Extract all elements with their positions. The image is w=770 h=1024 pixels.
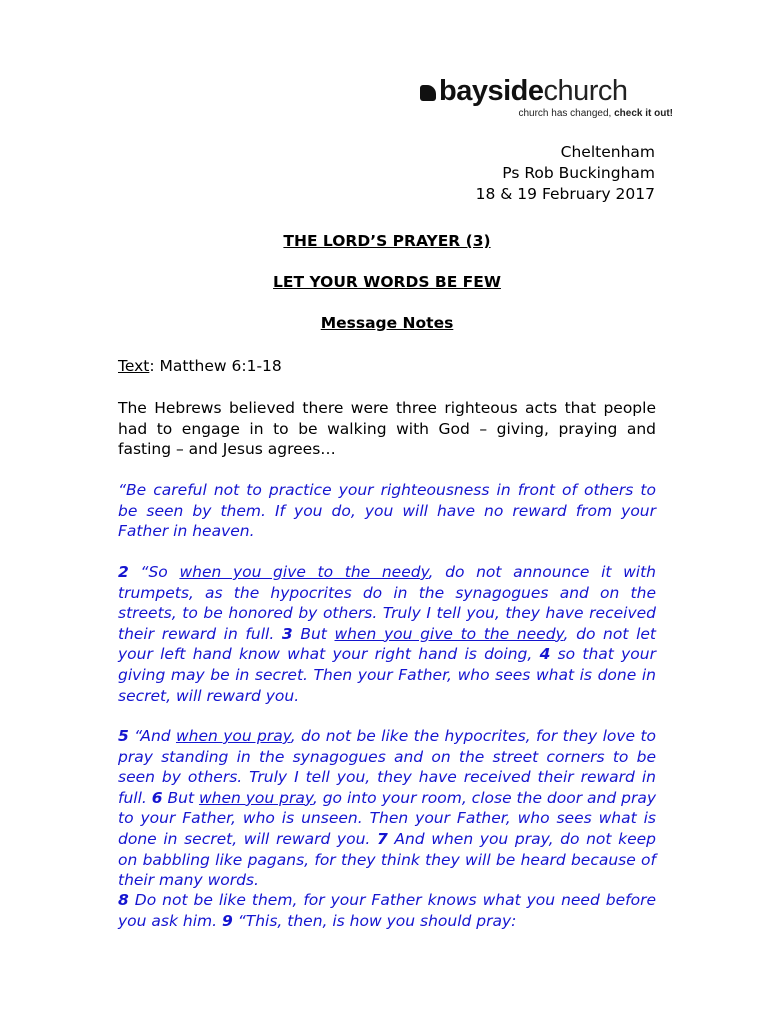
verse-number-2: 2 — [118, 563, 129, 581]
verse-number-6: 6 — [151, 788, 163, 807]
underlined-phrase: when you give to the needy — [334, 624, 564, 643]
verses-8-9-paragraph — [118, 890, 656, 931]
verse-1-paragraph: “Be careful not to practice your righteousness in front of others to be seen by them. If you do, you will have no reward from your Father in heaven. — [118, 481, 656, 541]
logo-word-bayside: bayside — [439, 75, 544, 107]
verses-5-7-paragraph — [118, 726, 656, 891]
verse-text: But — [162, 788, 199, 807]
bayside-church-logo — [420, 75, 675, 124]
text-reference: Matthew 6:1-18 — [154, 357, 282, 375]
meta-location: Cheltenham — [560, 143, 655, 161]
logo-tagline — [518, 108, 673, 119]
verse-text: so that your giving may be in secret. Then your Father, who sees what is done in secret, will reward you. — [118, 645, 656, 705]
underlined-phrase: when you pray — [198, 788, 313, 807]
verse-text: , do not be like the hypocrites, for they love to pray standing in the synagogues and on the street corners to be seen by others. Truly I tell you, they have received their reward in full. — [118, 727, 657, 807]
logo-wordmark — [439, 75, 628, 107]
underlined-phrase: when you pray — [175, 727, 291, 745]
verse-text: , do not let your left hand know what your right hand is doing, — [118, 624, 656, 664]
message-title: LET YOUR WORDS BE FEW — [273, 273, 501, 291]
verses-2-4-paragraph — [118, 562, 656, 706]
verse-text: “And — [128, 727, 176, 745]
text-colon: : — [149, 357, 155, 375]
logo-tagline-bold: check it out! — [614, 108, 673, 119]
verse-number-8: 8 — [118, 891, 129, 909]
verse-text: Do not be like them, for your Father knows what you need before you ask him. — [118, 891, 656, 930]
verse-number-4: 4 — [539, 645, 551, 664]
logo-mark-icon — [420, 85, 436, 101]
verse-number-7: 7 — [376, 829, 388, 848]
verse-number-9: 9 — [221, 911, 233, 930]
meta-date: 18 & 19 February 2017 — [475, 185, 655, 203]
verse-number-5: 5 — [118, 727, 129, 745]
verse-text: And when you pray, do not keep on babbling like pagans, for they think they will be heard because of their many words. — [118, 829, 656, 890]
verse-text: , go into your room, close the door and pray to your Father, who is unseen. Then your Father, who sees what is done in secret, will reward you. — [118, 788, 657, 848]
verse-text: “So — [128, 563, 180, 581]
meta-speaker: Ps Rob Buckingham — [502, 164, 655, 182]
sermon-meta — [476, 142, 655, 205]
logo-word-church: church — [543, 75, 628, 107]
logo-tagline-regular: church has changed, — [518, 108, 615, 119]
scripture-reference — [118, 357, 282, 375]
notes-heading: Message Notes — [320, 314, 454, 332]
verse-number-3: 3 — [281, 624, 293, 643]
verse-text: But — [292, 624, 335, 643]
underlined-phrase: when you give to the needy — [179, 563, 429, 581]
intro-paragraph: The Hebrews believed there were three righteous acts that people had to engage in to be walking with God – giving, praying and fasting – and Jesus agrees… — [118, 399, 656, 459]
verse-text: “This, then, is how you should pray: — [232, 911, 517, 930]
verse-text: , do not announce it with trumpets, as the hypocrites do in the synagogues and on the streets, to be honored by others. Truly I tell you, they have received their reward in full. — [118, 563, 656, 643]
text-label: Text — [118, 357, 150, 375]
series-title: THE LORD’S PRAYER (3) — [283, 232, 491, 250]
